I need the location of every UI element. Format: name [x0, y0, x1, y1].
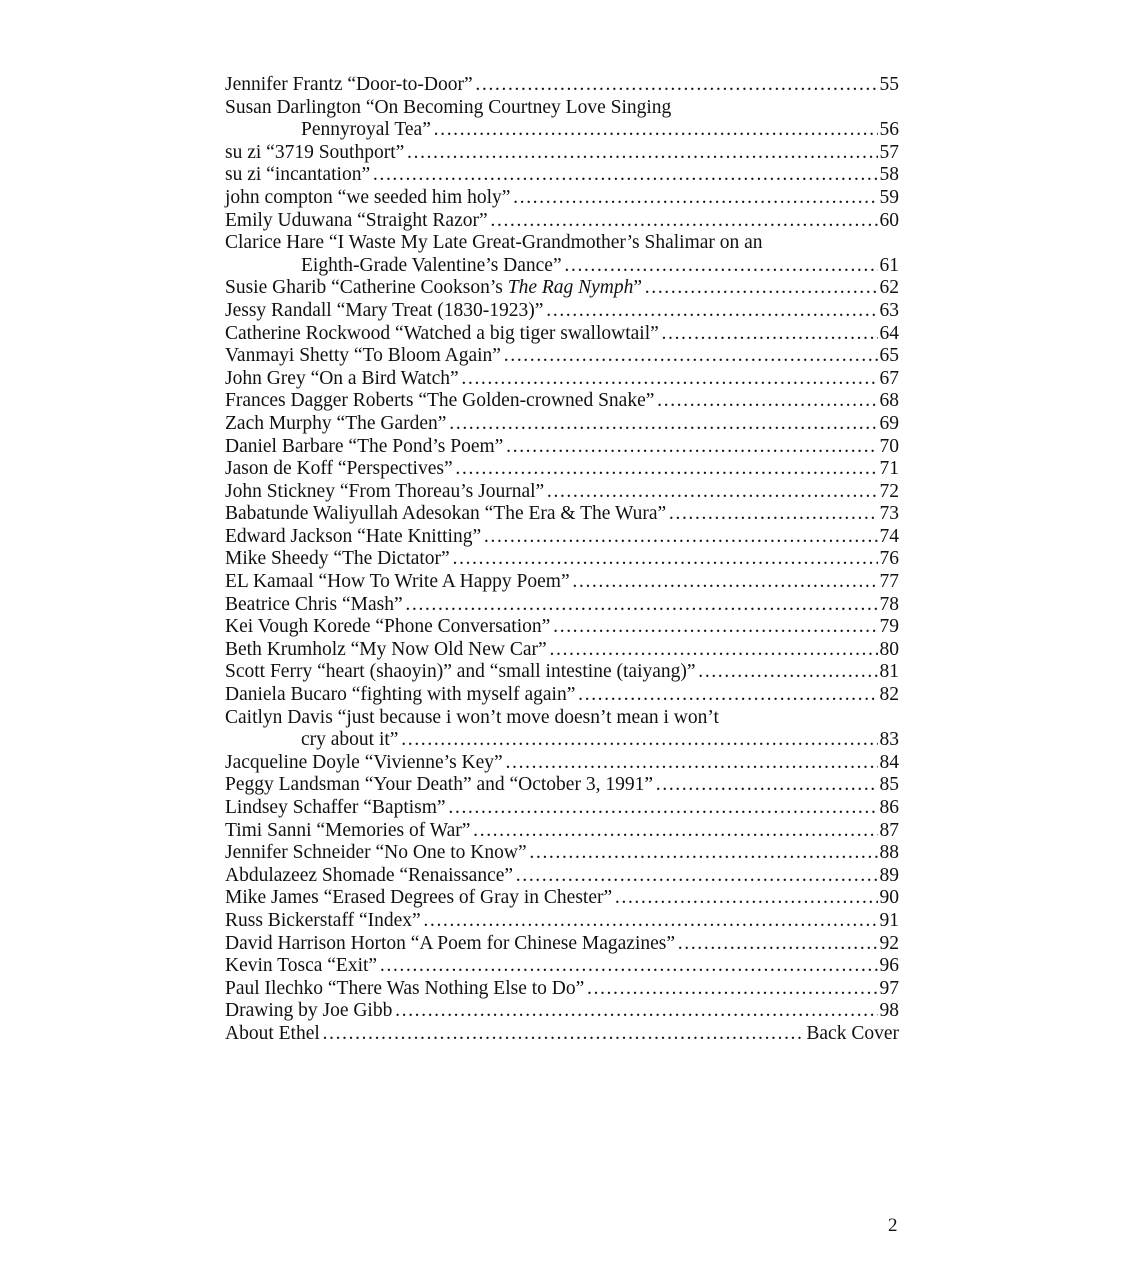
toc-entry-page: 97: [879, 977, 899, 999]
toc-entry: [225, 639, 899, 662]
toc-entry: [225, 594, 899, 617]
toc-entry-text: David Harrison Horton “A Poem for Chinese Magazines”: [225, 932, 676, 954]
toc-entry-text: Beatrice Chris “Mash”: [225, 593, 403, 615]
toc-entry-page: 77: [879, 571, 899, 593]
dot-leader: [656, 390, 877, 413]
toc-entry-page: 67: [879, 367, 899, 389]
toc-entry-page: 69: [879, 412, 899, 434]
toc-entry-title: [225, 187, 510, 210]
toc-entry-text: Vanmayi Shetty “To Bloom Again”: [225, 345, 501, 367]
dot-leader: [655, 774, 878, 797]
toc-entry-page: 72: [879, 480, 899, 502]
toc-entry-text: Mike Sheedy “The Dictator”: [225, 548, 450, 570]
toc-entry-text: Scott Ferry “heart (shaoyin)” and “small intestine (taiyang)”: [225, 661, 696, 683]
toc-entry-text: Lindsey Schaffer “Baptism”: [225, 797, 446, 818]
toc-entry: [225, 820, 899, 843]
toc-entry-title: [225, 978, 584, 1001]
toc-entry-page: 65: [879, 345, 899, 367]
toc-entry-title: [225, 210, 488, 233]
toc-entry: [225, 210, 899, 233]
dot-leader: [483, 526, 877, 549]
toc-entry-first-line: Caitlyn Davis “just because i won’t move doesn’t mean i won’t: [225, 706, 719, 728]
toc-entry-text: Jennifer Schneider “No One to Know”: [225, 842, 527, 864]
toc-entry: [225, 300, 899, 323]
toc-entry-title: [225, 820, 470, 843]
dot-leader: [512, 187, 877, 210]
toc-entry-text: Catherine Rockwood “Watched a big tiger swallowtail”: [225, 322, 659, 344]
toc-entry-page: 85: [879, 774, 899, 796]
toc-entry-title: [225, 684, 575, 707]
toc-entry: [225, 548, 899, 571]
dot-leader: [400, 729, 877, 752]
dot-leader: [448, 413, 877, 436]
toc-entry: [225, 323, 899, 346]
toc-entry: [225, 661, 899, 684]
toc-entry: [225, 368, 899, 391]
dot-leader: [644, 277, 877, 300]
toc-entry-page: 78: [879, 593, 899, 615]
toc-entry-title: [225, 865, 513, 888]
toc-entry-text: Peggy Landsman “Your Death” and “October 3, 1991”: [225, 774, 653, 796]
toc-entry-text: Zach Murphy “The Garden”: [225, 412, 447, 434]
toc-entry: [225, 526, 899, 549]
toc-entry-page: 64: [879, 322, 899, 344]
toc-entry: [225, 955, 899, 978]
toc-entry: [225, 277, 899, 300]
toc-entry-text: Jennifer Frantz “Door-to-Door”: [225, 74, 473, 95]
toc-entry-title: [225, 661, 696, 684]
toc-entry-title: [225, 503, 666, 526]
toc-entry-title: [225, 277, 642, 300]
toc-entry-text: Kei Vough Korede “Phone Conversation”: [225, 616, 551, 638]
toc-entry: [225, 729, 899, 752]
toc-entry-page: 56: [879, 119, 899, 141]
toc-entry: [225, 910, 899, 933]
toc-entry-title: [225, 1000, 392, 1023]
dot-leader: [503, 345, 878, 368]
dot-leader: [475, 74, 878, 97]
toc-entry: [225, 345, 899, 368]
toc-entry: [225, 458, 899, 481]
toc-entry-page: 79: [879, 616, 899, 638]
dot-leader: [372, 164, 877, 187]
toc-entry-page: 89: [879, 864, 899, 886]
toc-entry-text: Frances Dagger Roberts “The Golden-crowned Snake”: [225, 390, 655, 412]
dot-leader: [406, 142, 877, 165]
toc-entry-page: 68: [879, 390, 899, 412]
toc-entry-page: 73: [879, 503, 899, 525]
toc-entry-text: su zi “incantation”: [225, 164, 371, 186]
toc-entry: [225, 255, 899, 278]
toc-entry-text: Daniel Barbare “The Pond’s Poem”: [225, 435, 504, 457]
toc-entry-text: Jason de Koff “Perspectives”: [225, 458, 453, 480]
toc-entry: [225, 571, 899, 594]
dot-leader: [448, 797, 878, 820]
dot-leader: [577, 684, 877, 707]
toc-entry-title: [225, 548, 450, 571]
toc-entry: [225, 616, 899, 639]
toc-entry-title: [225, 616, 550, 639]
toc-entry-title: [225, 774, 653, 797]
toc-entry-title: [225, 458, 453, 481]
toc-entry-title: [225, 887, 612, 910]
toc-entry: [225, 142, 899, 165]
toc-entry-title: [301, 729, 398, 752]
dot-leader: [394, 1000, 877, 1023]
toc-entry-title: [225, 842, 527, 865]
dot-leader: [322, 1023, 805, 1046]
table-of-contents: [225, 74, 899, 1046]
toc-entry-text: Susie Gharib “Catherine Cookson’s: [225, 277, 508, 299]
toc-entry-text: john compton “we seeded him holy”: [225, 186, 511, 208]
toc-entry-text: cry about it”: [301, 729, 399, 751]
toc-entry-title: [225, 390, 654, 413]
toc-entry-page: 92: [879, 932, 899, 954]
toc-entry-text-end: ”: [633, 277, 643, 299]
toc-entry-title: [225, 368, 459, 391]
toc-entry-title: [225, 142, 404, 165]
toc-entry-text: Paul Ilechko “There Was Nothing Else to Do”: [225, 977, 585, 999]
toc-entry-title: [301, 119, 431, 142]
dot-leader: [661, 323, 878, 346]
toc-entry-title: [225, 639, 547, 662]
toc-entry-title: [225, 436, 503, 459]
toc-entry-text: Russ Bickerstaff “Index”: [225, 909, 421, 931]
toc-entry-title: [225, 526, 481, 549]
toc-entry-title: [225, 345, 501, 368]
dot-leader: [490, 210, 878, 233]
toc-entry-title: [225, 752, 503, 775]
dot-leader: [461, 368, 878, 391]
toc-entry-page: 87: [879, 819, 899, 841]
toc-entry: [225, 74, 899, 97]
toc-entry-title: [225, 74, 473, 97]
dot-leader: [472, 820, 877, 843]
dot-leader: [455, 458, 878, 481]
dot-leader: [564, 255, 878, 278]
toc-entry-text: Jacqueline Doyle “Vivienne’s Key”: [225, 751, 503, 773]
toc-entry-text: Edward Jackson “Hate Knitting”: [225, 525, 482, 547]
dot-leader: [379, 955, 877, 978]
dot-leader: [546, 481, 877, 504]
toc-entry-first-line: Clarice Hare “I Waste My Late Great-Grandmother’s Shalimar on an: [225, 232, 763, 254]
toc-entry-title: [225, 300, 543, 323]
dot-leader: [614, 887, 877, 910]
toc-entry: [225, 436, 899, 459]
toc-entry-page: 59: [879, 186, 899, 208]
toc-entry-page: 90: [879, 887, 899, 909]
toc-entry-page: 98: [879, 1000, 899, 1022]
dot-leader: [698, 661, 878, 684]
dot-leader: [668, 503, 877, 526]
toc-entry-text: About Ethel: [225, 1022, 320, 1044]
toc-entry-page: 74: [879, 525, 899, 547]
toc-entry: [225, 797, 899, 820]
toc-entry-text: Abdulazeez Shomade “Renaissance”: [225, 864, 514, 886]
toc-entry-page: 82: [879, 684, 899, 706]
dot-leader: [423, 910, 878, 933]
toc-entry: [225, 978, 899, 1001]
dot-leader: [433, 119, 878, 142]
toc-entry-title: [225, 933, 675, 956]
toc-entry-page: 86: [879, 797, 899, 818]
toc-entry-text: Mike James “Erased Degrees of Gray in Chester”: [225, 887, 613, 909]
toc-entry-page: Back Cover: [806, 1022, 899, 1044]
toc-entry: [225, 1023, 899, 1046]
toc-entry: [225, 887, 899, 910]
toc-entry: [225, 390, 899, 413]
toc-entry-title: [225, 1023, 320, 1046]
dot-leader: [505, 436, 877, 459]
toc-entry-page: 55: [879, 74, 899, 95]
toc-entry-first-line: Susan Darlington “On Becoming Courtney Love Singing: [225, 96, 672, 118]
toc-entry: [225, 187, 899, 210]
toc-entry-text: John Stickney “From Thoreau’s Journal”: [225, 480, 545, 502]
toc-entry-text: Babatunde Waliyullah Adesokan “The Era & The Wura”: [225, 503, 667, 525]
toc-entry-title: [225, 164, 370, 187]
toc-entry-page: 76: [879, 548, 899, 570]
toc-entry-page: 57: [879, 141, 899, 163]
toc-entry-page: 80: [879, 638, 899, 660]
dot-leader: [545, 300, 877, 323]
toc-entry-title: [301, 255, 562, 278]
toc-entry: [225, 865, 899, 888]
toc-entry: [225, 774, 899, 797]
toc-entry: [225, 842, 899, 865]
toc-entry-title: [225, 323, 659, 346]
dot-leader: [549, 639, 878, 662]
toc-entry: [225, 933, 899, 956]
toc-entry-page: 91: [879, 909, 899, 931]
toc-entry-page: 84: [879, 751, 899, 773]
dot-leader: [552, 616, 877, 639]
toc-entry-text: Pennyroyal Tea”: [301, 119, 431, 141]
toc-entry-text: su zi “3719 Southport”: [225, 141, 405, 163]
toc-entry-text: Kevin Tosca “Exit”: [225, 955, 378, 977]
toc-entry-page: 81: [879, 661, 899, 683]
toc-entry-title: [225, 797, 446, 820]
toc-entry-text: Timi Sanni “Memories of War”: [225, 819, 471, 841]
toc-entry-italic-title: The Rag Nymph: [507, 277, 634, 299]
toc-entry-page: 96: [879, 955, 899, 977]
toc-entry-page: 83: [879, 729, 899, 751]
toc-entry: [225, 481, 899, 504]
dot-leader: [515, 865, 877, 888]
toc-entry-text: Drawing by Joe Gibb: [225, 1000, 393, 1022]
toc-entry-page: 70: [879, 435, 899, 457]
toc-entry-title: [225, 571, 570, 594]
toc-entry-title: [225, 910, 421, 933]
toc-entry: [225, 1000, 899, 1023]
toc-entry-page: 88: [879, 842, 899, 864]
toc-entry-text: Eighth-Grade Valentine’s Dance”: [301, 254, 562, 276]
toc-entry: [225, 164, 899, 187]
toc-entry-text: Beth Krumholz “My Now Old New Car”: [225, 638, 547, 660]
toc-entry: [225, 413, 899, 436]
toc-entry-page: 62: [879, 277, 899, 299]
toc-entry-text: Jessy Randall “Mary Treat (1830-1923)”: [225, 299, 544, 321]
dot-leader: [529, 842, 878, 865]
toc-entry-page: 60: [879, 209, 899, 231]
toc-entry-text: John Grey “On a Bird Watch”: [225, 367, 459, 389]
toc-entry-text: Emily Uduwana “Straight Razor”: [225, 209, 488, 231]
toc-entry: [225, 684, 899, 707]
toc-entry: [225, 752, 899, 775]
dot-leader: [677, 933, 877, 956]
toc-entry-page: 71: [879, 458, 899, 480]
toc-entry-title: [225, 481, 544, 504]
toc-entry-page: 58: [879, 164, 899, 186]
dot-leader: [586, 978, 877, 1001]
toc-entry-title: [225, 413, 446, 436]
toc-entry-page: 63: [879, 299, 899, 321]
toc-entry-title: [225, 955, 377, 978]
toc-entry: [225, 119, 899, 142]
page-number: 2: [888, 1215, 898, 1236]
toc-entry-text: EL Kamaal “How To Write A Happy Poem”: [225, 571, 570, 593]
dot-leader: [505, 752, 878, 775]
toc-entry-title: [225, 594, 403, 617]
dot-leader: [452, 548, 878, 571]
dot-leader: [572, 571, 878, 594]
toc-entry-text: Daniela Bucaro “fighting with myself again”: [225, 684, 576, 706]
toc-entry: [225, 503, 899, 526]
dot-leader: [405, 594, 878, 617]
toc-entry-page: 61: [879, 254, 899, 276]
